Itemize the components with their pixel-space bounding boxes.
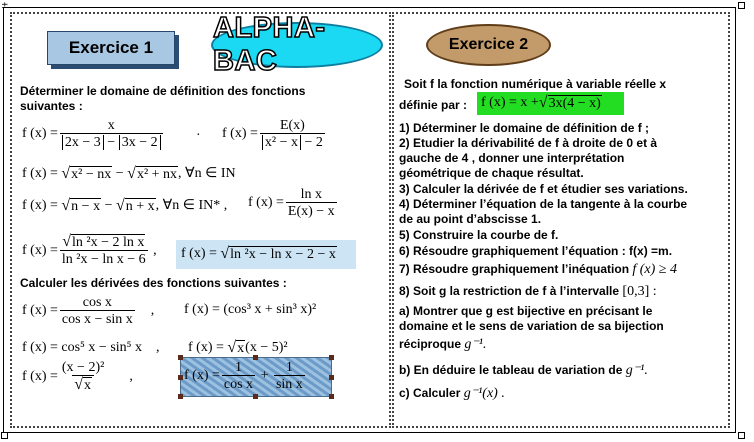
- alpha-bac-logo: [211, 12, 383, 77]
- frame-resize-handle[interactable]: [738, 2, 745, 9]
- question-8b-math: g⁻¹.: [625, 363, 648, 378]
- derivative-d3: f (x) = cos⁵ x − sin⁵ x ,: [22, 340, 160, 355]
- question-5: 5) Construire la courbe de f.: [399, 228, 559, 242]
- function-f7: f (x) = √ ln ²x − ln x − 2 − x: [181, 245, 336, 262]
- question-6: 6) Résoudre graphiquement l’équation : f(x) =m.: [399, 244, 673, 258]
- exercise-2-banner: [426, 24, 551, 66]
- question-8c-math: g⁻¹(x) .: [463, 386, 505, 401]
- alpha-bac-title: ALPHA-BAC: [213, 12, 326, 77]
- ex1-intro-line2: suivantes :: [20, 99, 83, 113]
- question-7: 7) Résoudre graphiquement l’inéquation f (x) ≥ 4: [399, 262, 677, 277]
- question-8a-line2: domaine et le sens de variation de sa bijection: [399, 319, 664, 333]
- question-2-line3: géométrique de chaque résultat.: [399, 166, 584, 180]
- function-definition: f (x) = x + √ 3x(4 − x): [481, 94, 601, 111]
- question-8b: b) En déduire le tableau de variation de g⁻¹.: [399, 363, 648, 378]
- selection-handle[interactable]: [329, 375, 334, 380]
- ex1-intro-line1: Déterminer le domaine de définition des fonctions: [20, 84, 306, 98]
- exercise-1-banner: [47, 31, 175, 65]
- ex2-intro-line2: définie par :: [399, 98, 468, 112]
- function-f5: f (x) = $\frac{\text{ln x}}{E(x) - x}$: [248, 187, 335, 219]
- question-8: 8) Soit g la restriction de f à l’intervalle [0,3] :: [399, 284, 657, 299]
- frame-resize-handle[interactable]: [738, 432, 745, 439]
- selection-handle[interactable]: [329, 394, 334, 399]
- function-f1: f (x) = $\frac{x}{2x - 3 - 3x - 2}$: [22, 118, 165, 150]
- ex2-intro-line1: Soit f la fonction numérique à variable réelle x: [404, 77, 667, 91]
- question-3: 3) Calculer la dérivée de f et étudier ses variations.: [399, 182, 688, 196]
- exercise-1-title: Exercice 1: [68, 38, 154, 57]
- question-8c: c) Calculer g⁻¹(x) .: [399, 386, 505, 401]
- dot-separator: ·: [196, 128, 201, 143]
- question-2-line2: gauche de 4 , donner une interprétation: [399, 151, 625, 165]
- anchor-mark: ±: [1, 1, 9, 11]
- function-f2: f (x) = $\frac{E(x)}{\text{x² − x − 2}}$: [222, 118, 323, 150]
- question-1: 1) Déterminer le domaine de définition de f ;: [399, 121, 650, 135]
- question-4-line2: de au point d’abscisse 1.: [399, 212, 542, 226]
- question-8a-line3: réciproque g⁻¹.: [399, 337, 487, 352]
- derivative-d5: f (x) = (x − 2)² √ x ,: [22, 360, 133, 393]
- question-2-line1: 2) Etudier la dérivabilité de f à droite de 0 et à: [399, 136, 658, 150]
- selection-handle[interactable]: [253, 394, 258, 399]
- selection-handle[interactable]: [329, 355, 334, 360]
- question-4-line1: 4) Déterminer l’équation de la tangente à la courbe: [399, 197, 688, 211]
- exercise-2-title: Exercice 2: [448, 36, 529, 53]
- derivative-d4: f (x) = √ x (x − 5)²: [188, 339, 288, 356]
- question-7-math: f (x) ≥ 4: [632, 262, 677, 277]
- derivative-d6: f (x) = $\frac{1}{\text{cos x}}$ + $\frac{1}{\text{sin x}}$: [184, 360, 303, 392]
- question-8-math: [0,3] :: [622, 284, 657, 299]
- frame-resize-handle[interactable]: [1, 432, 8, 439]
- selection-handle[interactable]: [178, 394, 183, 399]
- derivative-d1: f (x) = $\frac{\text{cos x}}{\text{cos x − sin x}}$ ,: [22, 295, 155, 327]
- selection-handle[interactable]: [178, 375, 183, 380]
- function-f4: f (x) = √ n − x − √ n + x , ∀n ∈ IN* ,: [22, 196, 228, 214]
- function-f6: f (x) = √ ln ²x − 2 ln x ln ²x − ln x − 6 ,: [22, 233, 157, 267]
- question-8a-line1: a) Montrer que g est bijective en précisant le: [399, 304, 653, 318]
- question-8a-math: g⁻¹.: [464, 337, 487, 352]
- selection-handle[interactable]: [178, 355, 183, 360]
- function-f3: f (x) = √ x² − nx − √ x² + nx , ∀n ∈ IN: [22, 164, 236, 182]
- derivatives-title: Calculer les dérivées des fonctions suivantes :: [20, 276, 287, 290]
- derivative-d2: f (x) = (cos³ x + sin³ x)²: [184, 302, 317, 317]
